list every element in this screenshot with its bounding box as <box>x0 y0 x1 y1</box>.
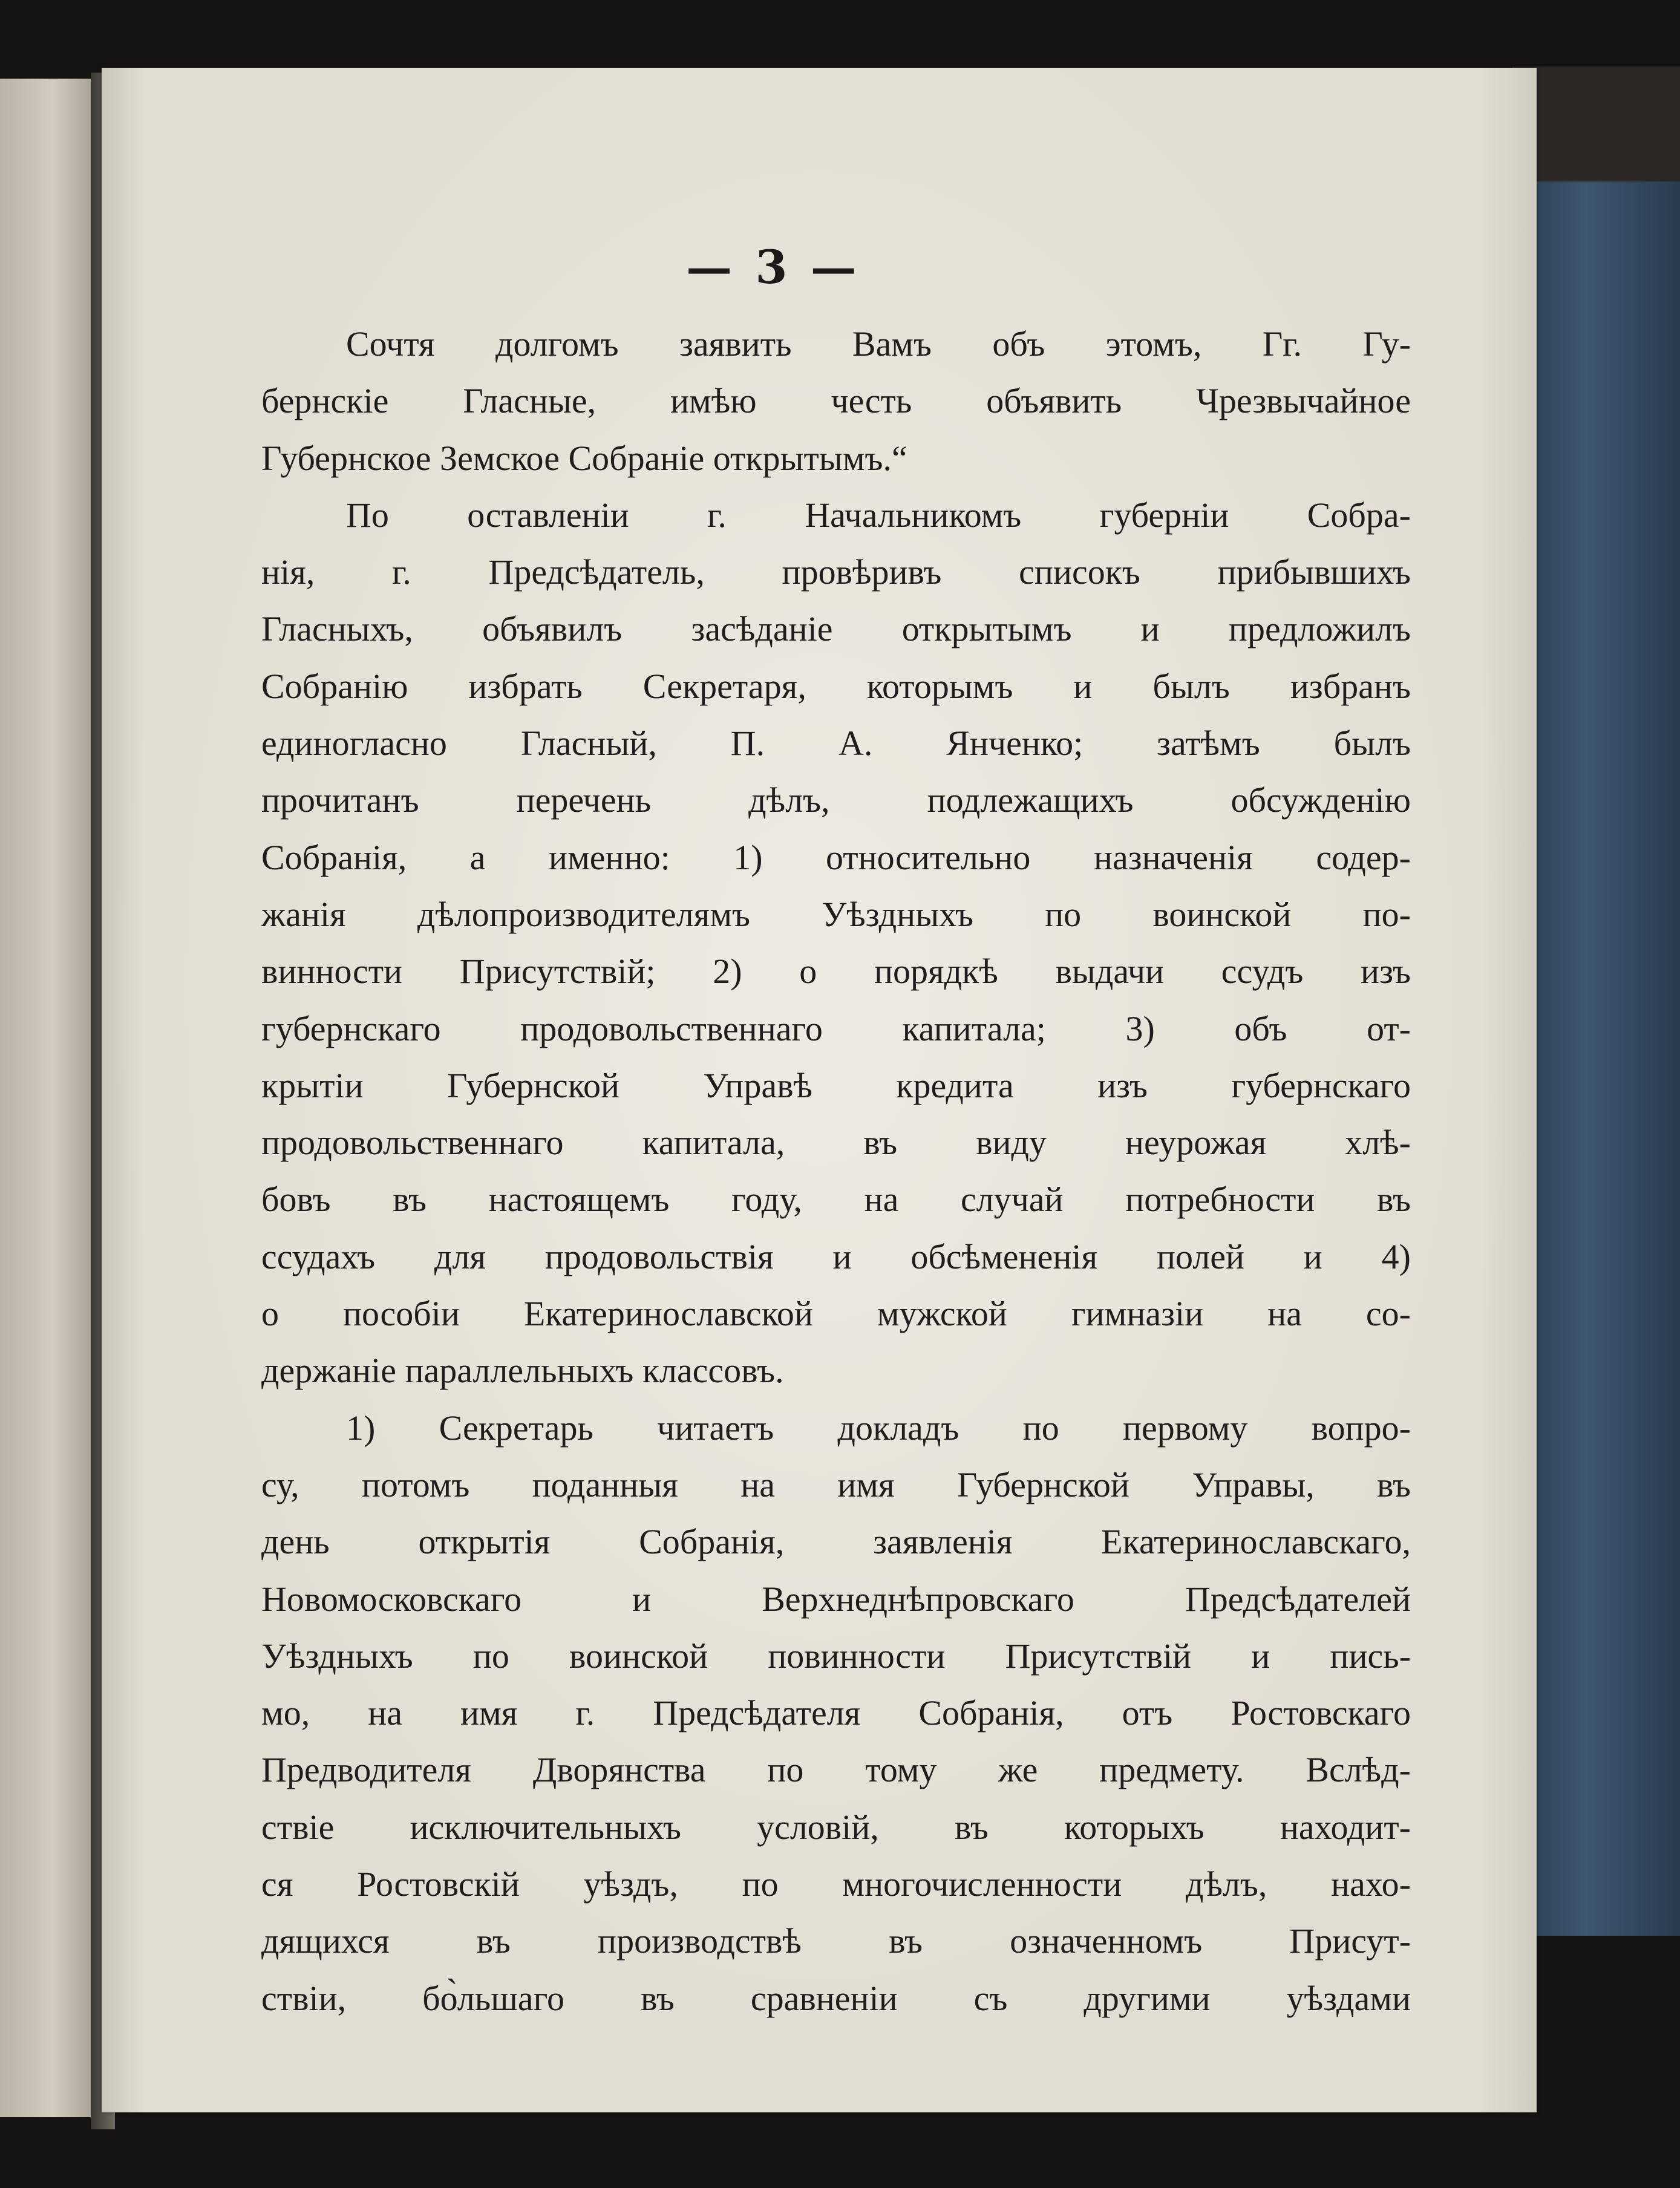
text-line: прочитанъ перечень дѣлъ, подлежащихъ обсужденію <box>261 780 1411 820</box>
text-line: ствіи, бо̀льшаго въ сравненіи съ другими уѣздами <box>261 1978 1411 2018</box>
text-line: су, потомъ поданныя на имя Губернской Управы, въ <box>261 1465 1411 1504</box>
text-line: бернскіе Гласные, имѣю честь объявить Чрезвычайное <box>261 381 1411 421</box>
text-line: держаніе параллельныхъ классовъ. <box>261 1351 784 1391</box>
text-line: По оставленіи г. Начальникомъ губерніи Собра- <box>346 495 1411 535</box>
text-line: день открытія Собранія, заявленія Екатеринославскаго, <box>261 1522 1411 1562</box>
page-text-body <box>261 316 1411 2027</box>
text-line: нія, г. Предсѣдатель, провѣривъ списокъ прибывшихъ <box>261 552 1411 592</box>
text-line: мо, на имя г. Предсѣдателя Собранія, отъ Ростовскаго <box>261 1693 1411 1733</box>
text-line: Предводителя Дворянства по тому же предмету. Вслѣд- <box>261 1750 1411 1790</box>
text-line: о пособіи Екатеринославской мужской гимназіи на со- <box>261 1294 1411 1334</box>
text-line: винности Присутствій; 2) о порядкѣ выдачи ссудъ изъ <box>261 952 1411 991</box>
text-line: Гласныхъ, объявилъ засѣданіе открытымъ и предложилъ <box>261 609 1411 649</box>
text-line: дящихся въ производствѣ въ означенномъ Присут- <box>261 1921 1411 1961</box>
text-line: крытіи Губернской Управѣ кредита изъ губернскаго <box>261 1065 1411 1105</box>
book-page <box>102 68 1537 2112</box>
text-line: ссудахъ для продовольствія и обсѣмененія полей и 4) <box>261 1236 1411 1276</box>
text-line: ствіе исключительныхъ условій, въ которыхъ находит- <box>261 1807 1411 1847</box>
text-line: жанія дѣлопроизводителямъ Уѣздныхъ по воинской по- <box>261 894 1411 934</box>
text-line: Уѣздныхъ по воинской повинности Присутствій и пись- <box>261 1636 1411 1676</box>
text-line: губернскаго продовольственнаго капитала; 3) объ от- <box>261 1008 1411 1048</box>
text-line: Собранію избрать Секретаря, которымъ и былъ избранъ <box>261 666 1411 706</box>
text-line: единогласно Гласный, П. А. Янченко; затѣмъ былъ <box>261 723 1411 763</box>
text-line: 1) Секретарь читаетъ докладъ по первому вопро- <box>346 1408 1411 1448</box>
text-line: ся Ростовскій уѣздъ, по многочисленности дѣлъ, нахо- <box>261 1864 1411 1904</box>
text-line: бовъ въ настоящемъ году, на случай потребности въ <box>261 1180 1411 1220</box>
text-line: Губернское Земское Собраніе открытымъ.“ <box>261 438 907 478</box>
blue-cover-board <box>1525 181 1680 1936</box>
text-line: продовольственнаго капитала, въ виду неурожая хлѣ- <box>261 1123 1411 1163</box>
text-line: Новомосковскаго и Верхнеднѣпровскаго Предсѣдателей <box>261 1579 1411 1619</box>
text-line: Сочтя долгомъ заявить Вамъ объ этомъ, Гг. Гу- <box>346 324 1411 364</box>
page-number: — 3 — <box>686 240 860 294</box>
text-line: Собранія, а именно: 1) относительно назначенія содер- <box>261 837 1411 877</box>
cover-board-top <box>1512 67 1680 200</box>
previous-page-edge <box>0 79 97 2117</box>
